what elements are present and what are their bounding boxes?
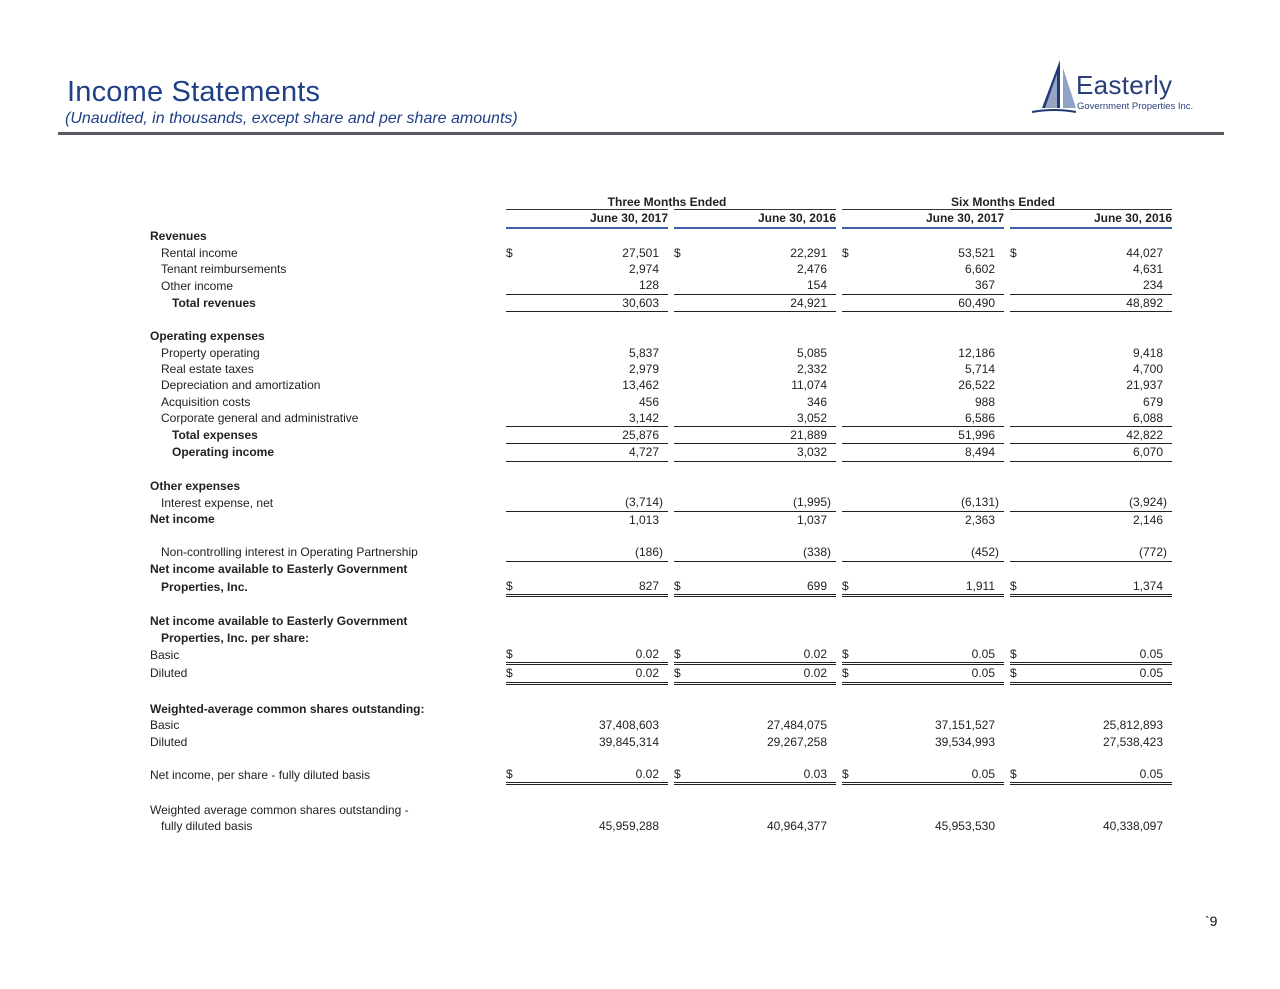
value-cell: 8,494 (854, 444, 995, 461)
value-cell: 6,586 (854, 410, 995, 427)
group-header-three-months: Three Months Ended (607, 195, 727, 209)
value-cell: 40,338,097 (1102, 818, 1163, 833)
group-header-six-months: Six Months Ended (950, 195, 1055, 209)
value-cell: 0.05 (1022, 646, 1163, 664)
value-cell: 679 (1142, 394, 1163, 409)
dollar-sign: $ (674, 245, 681, 260)
row-label: Diluted (150, 734, 188, 749)
dollar-sign: $ (506, 245, 513, 260)
table-row (150, 478, 1172, 494)
dollar-sign: $ (842, 578, 854, 596)
dollar-sign: $ (674, 664, 686, 683)
logo-tagline: Government Properties Inc. (1077, 101, 1194, 112)
value-cell: 6,088 (1022, 410, 1163, 427)
value-cell: 0.05 (1022, 766, 1163, 784)
value-cell: (452 (854, 544, 995, 561)
table-row (150, 277, 1172, 294)
value-cell: 5,837 (628, 345, 659, 360)
value-cell: 0.05 (854, 766, 995, 784)
value-cell: 128 (518, 277, 659, 294)
section-heading: Revenues (150, 229, 207, 244)
section-heading: Properties, Inc. per share: (161, 630, 310, 645)
table-row (150, 345, 1172, 361)
table-row (150, 613, 1172, 629)
value-cell: 12,186 (958, 345, 995, 360)
table-row (150, 261, 1172, 277)
value-cell: 27,484,075 (766, 718, 827, 733)
dollar-sign: $ (506, 578, 518, 596)
value-cell: 48,892 (1022, 294, 1163, 311)
value-cell: 40,964,377 (766, 818, 827, 833)
value-cell: 4,700 (1132, 361, 1163, 376)
table-row (150, 717, 1172, 733)
value-cell: 53,521 (958, 245, 995, 260)
col-header-4: June 30, 2016 (1010, 210, 1172, 228)
value-cell: 9,418 (1132, 345, 1163, 360)
row-label: fully diluted basis (161, 818, 253, 833)
value-cell: 27,501 (622, 245, 659, 260)
table-row (150, 630, 1172, 646)
row-label: Real estate taxes (161, 361, 254, 376)
value-cell: 988 (974, 394, 995, 409)
row-label: Rental income (161, 245, 238, 260)
table-row (150, 578, 1172, 596)
value-cell: 0.02 (518, 766, 659, 784)
row-label: Depreciation and amortization (161, 378, 321, 393)
table-row (150, 646, 1172, 664)
value-cell: 346 (806, 394, 827, 409)
income-statement-table (150, 193, 1172, 834)
value-cell: 367 (854, 277, 995, 294)
value-cell: 25,876 (518, 427, 659, 444)
value-cell: 0.02 (518, 664, 659, 683)
value-cell: 2,974 (628, 262, 659, 277)
value-cell: (6,131 (854, 494, 995, 511)
section-heading: Operating expenses (150, 329, 265, 344)
value-cell: 2,363 (964, 512, 995, 527)
dollar-sign: $ (1010, 578, 1022, 596)
value-cell: 45,953,530 (934, 818, 995, 833)
row-label: Net income (150, 512, 215, 527)
row-label: Basic (150, 718, 180, 733)
dollar-sign: $ (506, 646, 518, 664)
value-cell: 25,812,893 (1102, 718, 1163, 733)
dollar-sign: $ (842, 245, 849, 260)
page-subtitle: (Unaudited, in thousands, except share and per share amounts) (65, 110, 518, 127)
row-label: Other income (161, 278, 234, 293)
row-label: Diluted (150, 666, 188, 681)
row-label: Properties, Inc. (161, 579, 248, 594)
value-cell: 6,602 (964, 262, 995, 277)
value-cell: 699 (686, 578, 827, 596)
dollar-sign: $ (1010, 245, 1017, 260)
value-cell: 3,052 (686, 410, 827, 427)
value-cell: (1,995 (686, 494, 827, 511)
row-label: Net income, per share - fully diluted basis (150, 767, 371, 782)
value-cell: 1,037 (796, 512, 827, 527)
col-header-1: June 30, 2017 (506, 210, 668, 228)
dollar-sign: $ (1010, 646, 1022, 664)
table-row: Non-controlling interest in Operating Partnership (186 ) (338 ) (452 ) (772 ) (150, 544, 1172, 561)
value-cell: 2,979 (628, 361, 659, 376)
value-cell: 0.05 (854, 646, 995, 664)
value-cell: 4,631 (1132, 262, 1163, 277)
value-cell: 3,032 (686, 444, 827, 461)
section-heading: Weighted-average common shares outstanding: (150, 701, 425, 716)
table-row (150, 444, 1172, 461)
value-cell: 51,996 (854, 427, 995, 444)
value-cell: (186 (518, 544, 659, 561)
row-label: Operating income (172, 445, 275, 460)
value-cell: 827 (518, 578, 659, 596)
value-cell: 26,522 (958, 378, 995, 393)
page-title: Income Statements (67, 76, 321, 108)
dollar-sign: $ (842, 646, 854, 664)
value-cell: 0.05 (1022, 664, 1163, 683)
value-cell: 4,727 (518, 444, 659, 461)
row-label: Basic (150, 647, 180, 662)
page-number: `9 (1205, 913, 1218, 929)
value-cell: 5,714 (964, 361, 995, 376)
value-cell: 2,332 (796, 361, 827, 376)
section-heading: Other expenses (150, 479, 241, 494)
value-cell: 234 (1022, 277, 1163, 294)
company-logo (1030, 58, 1220, 122)
dollar-sign: $ (1010, 664, 1022, 683)
row-label: Net income available to Easterly Government (150, 562, 408, 577)
value-cell: 5,085 (796, 345, 827, 360)
row-label: Interest expense, net (161, 495, 274, 510)
column-date-header-row (150, 210, 1172, 228)
value-cell: 456 (638, 394, 659, 409)
value-cell: 45,959,288 (598, 818, 659, 833)
table-row (150, 377, 1172, 393)
logo-wordmark: Easterly (1076, 70, 1173, 100)
value-cell: 24,921 (686, 294, 827, 311)
value-cell: 0.02 (686, 664, 827, 683)
dollar-sign: $ (674, 578, 686, 596)
value-cell: 39,534,993 (934, 734, 995, 749)
table-row: Interest expense, net (3,714 ) (1,995 ) (6,131 ) (3,924 ) (150, 494, 1172, 511)
sailboat-logo-icon (1030, 58, 1078, 122)
table-row (150, 427, 1172, 444)
table-row (150, 734, 1172, 750)
dollar-sign: $ (506, 766, 518, 784)
col-header-2: June 30, 2016 (674, 210, 836, 228)
dollar-sign: $ (506, 664, 518, 683)
value-cell: (3,924 (1022, 494, 1163, 511)
table-row (150, 361, 1172, 377)
value-cell: 1,911 (854, 578, 995, 596)
value-cell: 39,845,314 (598, 734, 659, 749)
value-cell: (772 (1022, 544, 1163, 561)
value-cell: 0.02 (518, 646, 659, 664)
value-cell: 21,889 (686, 427, 827, 444)
value-cell: 2,146 (1132, 512, 1163, 527)
row-label: Total revenues (172, 295, 256, 310)
value-cell: 37,151,527 (934, 718, 995, 733)
value-cell: 44,027 (1126, 245, 1163, 260)
value-cell: 2,476 (796, 262, 827, 277)
table-row (150, 818, 1172, 834)
value-cell: 37,408,603 (598, 718, 659, 733)
dollar-sign: $ (842, 766, 854, 784)
value-cell: 42,822 (1022, 427, 1163, 444)
value-cell: 11,074 (791, 378, 827, 393)
value-cell: 0.02 (686, 646, 827, 664)
value-cell: 21,937 (1126, 378, 1163, 393)
table-row (150, 294, 1172, 311)
row-label: Property operating (161, 345, 260, 360)
row-label: Acquisition costs (161, 394, 251, 409)
table-row (150, 410, 1172, 427)
header-divider (58, 132, 1224, 135)
table-row (150, 701, 1172, 717)
value-cell: 13,462 (622, 378, 659, 393)
table-row (150, 511, 1172, 528)
table-row (150, 228, 1172, 245)
value-cell: 29,267,258 (766, 734, 827, 749)
value-cell: 3,142 (518, 410, 659, 427)
dollar-sign: $ (1010, 766, 1022, 784)
dollar-sign: $ (674, 646, 686, 664)
dollar-sign: $ (842, 664, 854, 683)
row-label: Weighted average common shares outstanding - (150, 802, 409, 817)
table-row (150, 394, 1172, 410)
value-cell: 0.03 (686, 766, 827, 784)
table-row (150, 328, 1172, 344)
dollar-sign: $ (674, 766, 686, 784)
value-cell: 22,291 (790, 245, 827, 260)
row-label: Total expenses (172, 428, 258, 443)
value-cell: 1,013 (628, 512, 659, 527)
table-row (150, 245, 1172, 261)
value-cell: 154 (686, 277, 827, 294)
col-header-3: June 30, 2017 (842, 210, 1004, 228)
row-label: Corporate general and administrative (161, 411, 359, 426)
table-row (150, 766, 1172, 784)
value-cell: 1,374 (1022, 578, 1163, 596)
value-cell: 60,490 (854, 294, 995, 311)
value-cell: (3,714 (518, 494, 659, 511)
value-cell: 6,070 (1022, 444, 1163, 461)
row-label: Non-controlling interest in Operating Partnership (161, 545, 418, 560)
value-cell: 27,538,423 (1102, 734, 1163, 749)
row-label: Tenant reimbursements (161, 262, 287, 277)
section-heading: Net income available to Easterly Government (150, 614, 408, 629)
table-row (150, 802, 1172, 818)
value-cell: 0.05 (854, 664, 995, 683)
table-row (150, 664, 1172, 683)
value-cell: (338 (686, 544, 827, 561)
table-row (150, 561, 1172, 578)
value-cell: 30,603 (518, 294, 659, 311)
